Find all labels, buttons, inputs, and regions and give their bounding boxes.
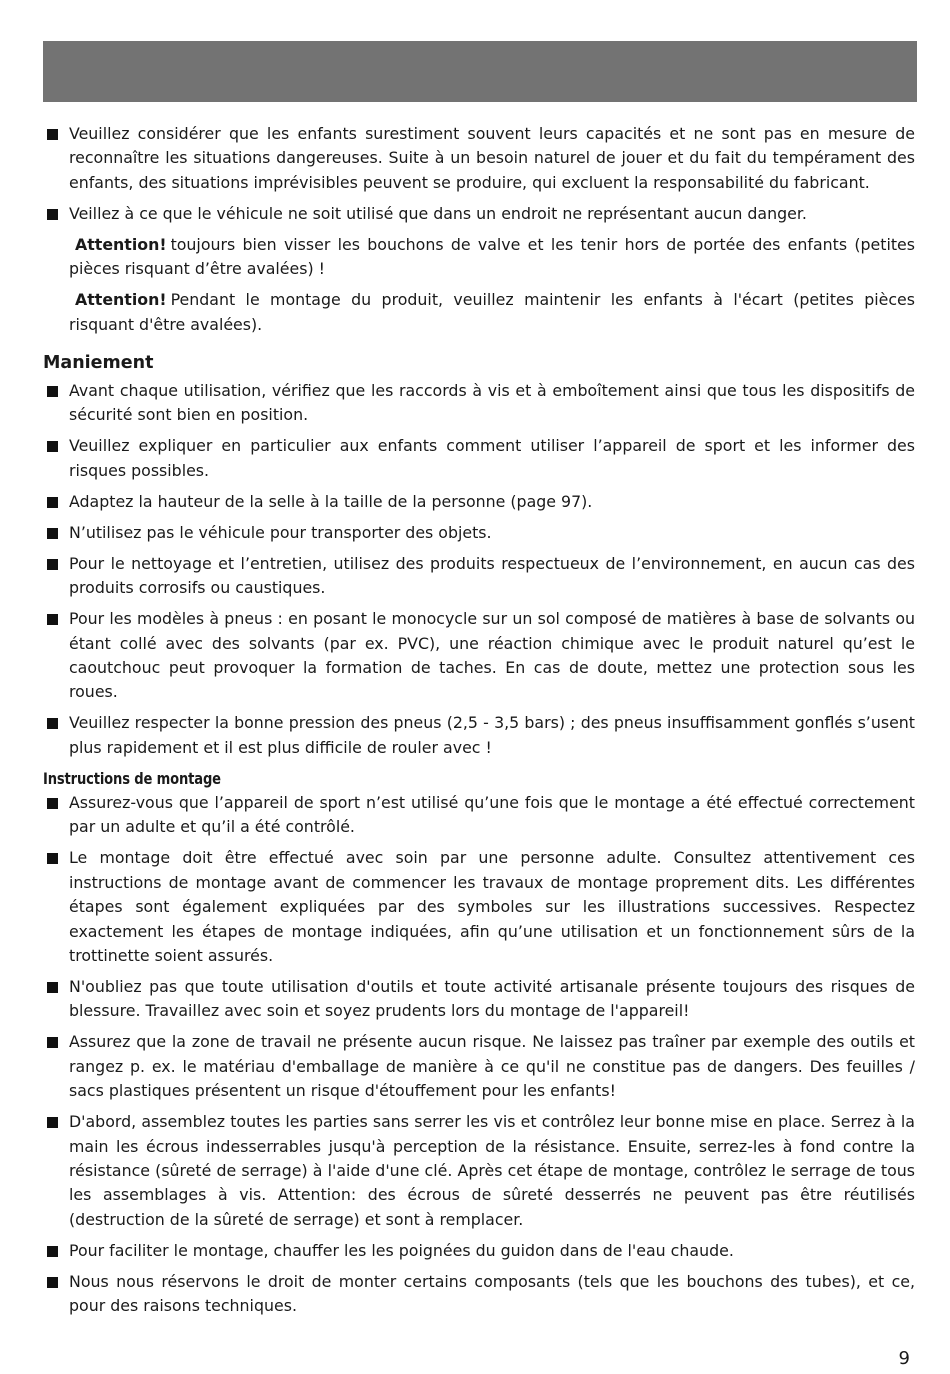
list-item: Assurez-vous que l’appareil de sport n’est utilisé qu’une fois que le montage a été effectué correctement par un adulte et qu’il a été contrôlé. xyxy=(43,791,915,840)
bullet-square-icon xyxy=(47,718,58,729)
warning-text: toujours bien visser les bouchons de valve et les tenir hors de portée des enfants (petites pièces risquant d’être avalées) ! xyxy=(69,234,915,279)
bullet-square-icon xyxy=(47,209,58,220)
section-title-maniement: Maniement xyxy=(43,353,154,374)
bullet-square-icon xyxy=(47,129,58,140)
list-item: Pour le nettoyage et l’entretien, utilisez des produits respectueux de l’environnement, en aucun cas des produits corrosifs ou caustiques. xyxy=(43,552,915,601)
warning-note xyxy=(43,233,915,282)
bullet-square-icon xyxy=(47,528,58,539)
bullet-square-icon xyxy=(47,798,58,809)
bullet-square-icon xyxy=(47,386,58,397)
list-item: Veillez à ce que le véhicule ne soit utilisé que dans un endroit ne représentant aucun danger. xyxy=(43,202,915,226)
bullet-square-icon xyxy=(47,1277,58,1288)
list-item: Veuillez considérer que les enfants surestiment souvent leurs capacités et ne sont pas en mesure de reconnaître les situations dangereuses. Suite à un besoin naturel de jouer et du fait du tempérament des enfants, des situations imprévisibles peuvent se produire, qui excluent la responsabilité du fabricant. xyxy=(43,122,915,195)
list-item: Veuillez respecter la bonne pression des pneus (2,5 - 3,5 bars) ; des pneus insuffisamment gonflés s’usent plus rapidement et il est plus difficile de rouler avec ! xyxy=(43,711,915,760)
warning-label: Attention! xyxy=(75,234,167,254)
bullet-square-icon xyxy=(47,1117,58,1128)
list-item: Nous nous réservons le droit de monter certains composants (tels que les bouchons des tubes), et ce, pour des raisons techniques. xyxy=(43,1270,915,1319)
warning-text: Pendant le montage du produit, veuillez maintenir les enfants à l'écart (petites pièces risquant d'être avalées). xyxy=(69,290,915,334)
list-item: D'abord, assemblez toutes les parties sans serrer les vis et contrôlez leur bonne mise en place. Serrez à la main les écrous indesserrables jusqu'à perception de la résistance. Ensuite, serrez-les à fond contre la résistance (sûreté de serrage) à l'aide d'une clé. Après cet étape de montage, contrôlez le serrage de tous les assemblages à vis. Attention: des écrous de sûreté desserrés ne peuvent pas être réutilisés (destruction de la sûreté de serrage) et sont à remplacer. xyxy=(43,1110,915,1232)
section-title-montage: Instructions de montage xyxy=(43,768,221,788)
bullet-square-icon xyxy=(47,853,58,864)
bullet-square-icon xyxy=(47,497,58,508)
bullet-square-icon xyxy=(47,614,58,625)
header-bar xyxy=(43,41,917,102)
list-item: N’utilisez pas le véhicule pour transporter des objets. xyxy=(43,521,915,545)
list-item: Avant chaque utilisation, vérifiez que les raccords à vis et à emboîtement ainsi que tous les dispositifs de sécurité sont bien en position. xyxy=(43,379,915,428)
bullet-square-icon xyxy=(47,559,58,570)
warning-label: Attention! xyxy=(75,290,167,310)
list-item: Pour les modèles à pneus : en posant le monocycle sur un sol composé de matières à base de solvants ou étant collé avec des solvants (par ex. PVC), une réaction chimique avec le produit naturel qu’est le caoutchouc peut provoquer la formation de taches. En cas de doute, mettez une protection sous les roues. xyxy=(43,607,915,705)
page-number: 9 xyxy=(898,1348,910,1369)
warning-note xyxy=(43,288,915,337)
list-item: Pour faciliter le montage, chauffer les les poignées du guidon dans de l'eau chaude. xyxy=(43,1239,915,1263)
list-item: Veuillez expliquer en particulier aux enfants comment utiliser l’appareil de sport et les informer des risques possibles. xyxy=(43,434,915,483)
list-item: Adaptez la hauteur de la selle à la taille de la personne (page 97). xyxy=(43,490,915,514)
list-item: Assurez que la zone de travail ne présente aucun risque. Ne laissez pas traîner par exemple des outils et rangez p. ex. le matériau d'emballage de manière à ce qu'il ne constitue pas de dangers. Des feuilles / sacs plastiques présentent un risque d'étouffement pour les enfants! xyxy=(43,1030,915,1103)
bullet-square-icon xyxy=(47,982,58,993)
page-content xyxy=(43,122,915,1325)
list-item: Le montage doit être effectué avec soin par une personne adulte. Consultez attentivement ces instructions de montage avant de commencer les travaux de montage proprement dits. Les différentes étapes sont également expliquées par des symboles sur les illustrations successives. Respectez exactement les étapes de montage indiquées, afin qu’une utilisation et un fonctionnement sûrs de la trottinette soient assurés. xyxy=(43,846,915,968)
bullet-square-icon xyxy=(47,441,58,452)
bullet-square-icon xyxy=(47,1246,58,1257)
bullet-square-icon xyxy=(47,1037,58,1048)
list-item: N'oubliez pas que toute utilisation d'outils et toute activité artisanale présente toujours des risques de blessure. Travaillez avec soin et soyez prudents lors du montage de l'appareil! xyxy=(43,975,915,1024)
